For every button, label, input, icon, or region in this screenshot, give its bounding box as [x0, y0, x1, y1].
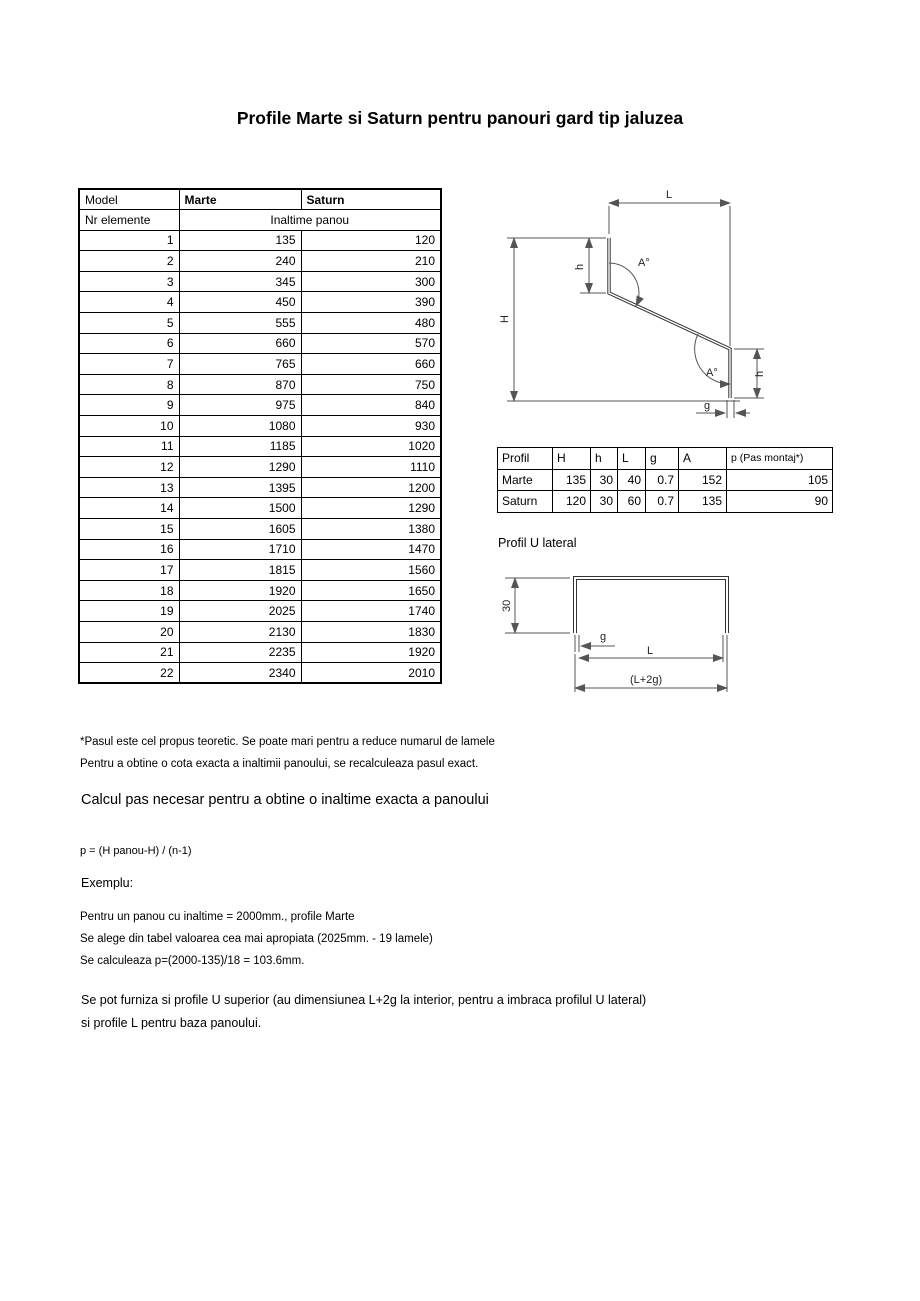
note-line: *Pasul este cel propus teoretic. Se poate mari pentru a reduce numarul de lamele: [80, 736, 495, 748]
cell-marte: 1815: [179, 560, 301, 581]
col-header-saturn: Saturn: [301, 189, 441, 210]
cell-marte: 1185: [179, 436, 301, 457]
cell-marte: 660: [179, 333, 301, 354]
cell-saturn: 2010: [301, 663, 441, 684]
footer-block: [81, 989, 646, 1034]
table-row: [79, 642, 441, 663]
cell-n: 20: [79, 621, 179, 642]
cell-n: 14: [79, 498, 179, 519]
cell-saturn: 1650: [301, 580, 441, 601]
cell-marte: 1500: [179, 498, 301, 519]
dim-label-h-top: h: [574, 263, 586, 270]
cell-n: 10: [79, 416, 179, 437]
cell-saturn: 120: [301, 230, 441, 251]
cell-n: 8: [79, 374, 179, 395]
cell-marte: 555: [179, 313, 301, 334]
spec-header-g: g: [646, 448, 679, 470]
spec-header-A: A: [679, 448, 727, 470]
spec-A: 152: [679, 469, 727, 491]
cell-marte: 1920: [179, 580, 301, 601]
cell-marte: 2130: [179, 621, 301, 642]
calc-section-heading: Calcul pas necesar pentru a obtine o inaltime exacta a panoului: [81, 792, 489, 808]
subheader-nr-elemente: Nr elemente: [79, 210, 179, 231]
spec-g: 0.7: [646, 491, 679, 513]
table-row: [79, 374, 441, 395]
table-row: [79, 333, 441, 354]
subheader-inaltime-panou: Inaltime panou: [179, 210, 441, 231]
spec-H: 120: [553, 491, 591, 513]
table-row: [79, 395, 441, 416]
cell-n: 13: [79, 477, 179, 498]
dim-label-u-g: g: [600, 631, 607, 643]
spec-header-profil: Profil: [498, 448, 553, 470]
cell-saturn: 1920: [301, 642, 441, 663]
angle-label-bottom: A°: [706, 367, 718, 379]
dim-label-L: L: [666, 189, 673, 201]
spec-header-p: p (Pas montaj*): [727, 448, 833, 470]
table-row: [79, 271, 441, 292]
cell-marte: 975: [179, 395, 301, 416]
spec-h: 30: [591, 469, 618, 491]
cell-n: 19: [79, 601, 179, 622]
dim-label-u-L: L: [647, 645, 654, 657]
cell-saturn: 660: [301, 354, 441, 375]
col-header-model: Model: [79, 189, 179, 210]
cell-saturn: 210: [301, 251, 441, 272]
angle-label-top: A°: [638, 257, 650, 269]
table-row: [79, 621, 441, 642]
table-row: [79, 416, 441, 437]
cell-saturn: 1740: [301, 601, 441, 622]
spec-L: 60: [618, 491, 646, 513]
table-row: [79, 560, 441, 581]
cell-saturn: 390: [301, 292, 441, 313]
cell-n: 11: [79, 436, 179, 457]
cell-marte: 450: [179, 292, 301, 313]
example-line: Pentru un panou cu inaltime = 2000mm., profile Marte: [80, 911, 355, 923]
cell-saturn: 1560: [301, 560, 441, 581]
cell-saturn: 750: [301, 374, 441, 395]
spec-header-h: h: [591, 448, 618, 470]
spec-row-saturn: [498, 491, 833, 513]
spec-row-marte: [498, 469, 833, 491]
table-row: [79, 457, 441, 478]
cell-saturn: 480: [301, 313, 441, 334]
table-row: [79, 663, 441, 684]
table-row: [79, 436, 441, 457]
cell-n: 17: [79, 560, 179, 581]
footer-line: Se pot furniza si profile U superior (au dimensiunea L+2g la interior, pentru a imbraca profilul U lateral): [81, 993, 647, 1007]
table-subheader-row: [79, 210, 441, 231]
cell-n: 16: [79, 539, 179, 560]
table-row: [79, 519, 441, 540]
note-line: Pentru a obtine o cota exacta a inaltimii panoului, se recalculeaza pasul exact.: [80, 758, 479, 770]
spec-H: 135: [553, 469, 591, 491]
spec-p: 90: [727, 491, 833, 513]
footer-line: si profile L pentru baza panoului.: [81, 1015, 262, 1030]
cell-marte: 2340: [179, 663, 301, 684]
spec-header-L: L: [618, 448, 646, 470]
cell-saturn: 1110: [301, 457, 441, 478]
cell-marte: 1710: [179, 539, 301, 560]
cell-n: 18: [79, 580, 179, 601]
table-row: [79, 251, 441, 272]
cell-n: 3: [79, 271, 179, 292]
spec-A: 135: [679, 491, 727, 513]
cell-n: 7: [79, 354, 179, 375]
step-formula: p = (H panou-H) / (n-1): [80, 845, 192, 857]
cell-n: 6: [79, 333, 179, 354]
cell-saturn: 1470: [301, 539, 441, 560]
example-line: Se alege din tabel valoarea cea mai apropiata (2025mm. - 19 lamele): [80, 933, 433, 945]
cell-saturn: 1200: [301, 477, 441, 498]
cell-marte: 2235: [179, 642, 301, 663]
cell-n: 5: [79, 313, 179, 334]
table-row: [79, 354, 441, 375]
table-row: [79, 230, 441, 251]
cell-n: 12: [79, 457, 179, 478]
cell-marte: 1290: [179, 457, 301, 478]
cell-saturn: 1290: [301, 498, 441, 519]
example-line: Se calculeaza p=(2000-135)/18 = 103.6mm.: [80, 955, 305, 967]
example-title: Exemplu:: [81, 876, 134, 890]
cell-n: 1: [79, 230, 179, 251]
panel-height-table: [78, 188, 442, 684]
u-profile-outline: [575, 578, 727, 633]
cell-marte: 135: [179, 230, 301, 251]
cell-marte: 870: [179, 374, 301, 395]
spec-L: 40: [618, 469, 646, 491]
cell-marte: 1605: [179, 519, 301, 540]
table-row: [79, 477, 441, 498]
spec-h: 30: [591, 491, 618, 513]
notes-block: [80, 731, 495, 775]
spec-g: 0.7: [646, 469, 679, 491]
spec-profil: Saturn: [498, 491, 553, 513]
col-header-marte: Marte: [179, 189, 301, 210]
spec-header-H: H: [553, 448, 591, 470]
spec-header-row: [498, 448, 833, 470]
spec-p: 105: [727, 469, 833, 491]
table-row: [79, 313, 441, 334]
example-block: [80, 906, 433, 972]
cell-saturn: 930: [301, 416, 441, 437]
cell-n: 15: [79, 519, 179, 540]
cell-marte: 345: [179, 271, 301, 292]
cell-saturn: 840: [301, 395, 441, 416]
cell-saturn: 1830: [301, 621, 441, 642]
cell-marte: 2025: [179, 601, 301, 622]
cell-n: 21: [79, 642, 179, 663]
table-header-row: [79, 189, 441, 210]
dim-label-g: g: [704, 400, 711, 412]
u-profile-diagram: [490, 566, 780, 714]
dim-label-30: 30: [501, 599, 513, 612]
table-row: [79, 539, 441, 560]
dim-label-u-outer: (L+2g): [630, 674, 663, 686]
table-row: [79, 292, 441, 313]
cell-saturn: 300: [301, 271, 441, 292]
cell-marte: 240: [179, 251, 301, 272]
table-row: [79, 498, 441, 519]
table-row: [79, 580, 441, 601]
cell-marte: 1395: [179, 477, 301, 498]
dim-label-H: H: [499, 315, 511, 323]
profile-spec-table: [497, 447, 833, 513]
dim-label-h-bottom: h: [754, 370, 766, 377]
table-row: [79, 601, 441, 622]
cell-n: 2: [79, 251, 179, 272]
cell-n: 22: [79, 663, 179, 684]
lamella-section-diagram: [482, 186, 862, 438]
u-profile-caption: Profil U lateral: [498, 536, 577, 550]
spec-profil: Marte: [498, 469, 553, 491]
cell-saturn: 1380: [301, 519, 441, 540]
cell-saturn: 1020: [301, 436, 441, 457]
page-title: Profile Marte si Saturn pentru panouri gard tip jaluzea: [236, 108, 684, 128]
cell-n: 4: [79, 292, 179, 313]
cell-saturn: 570: [301, 333, 441, 354]
cell-marte: 1080: [179, 416, 301, 437]
cell-marte: 765: [179, 354, 301, 375]
cell-n: 9: [79, 395, 179, 416]
